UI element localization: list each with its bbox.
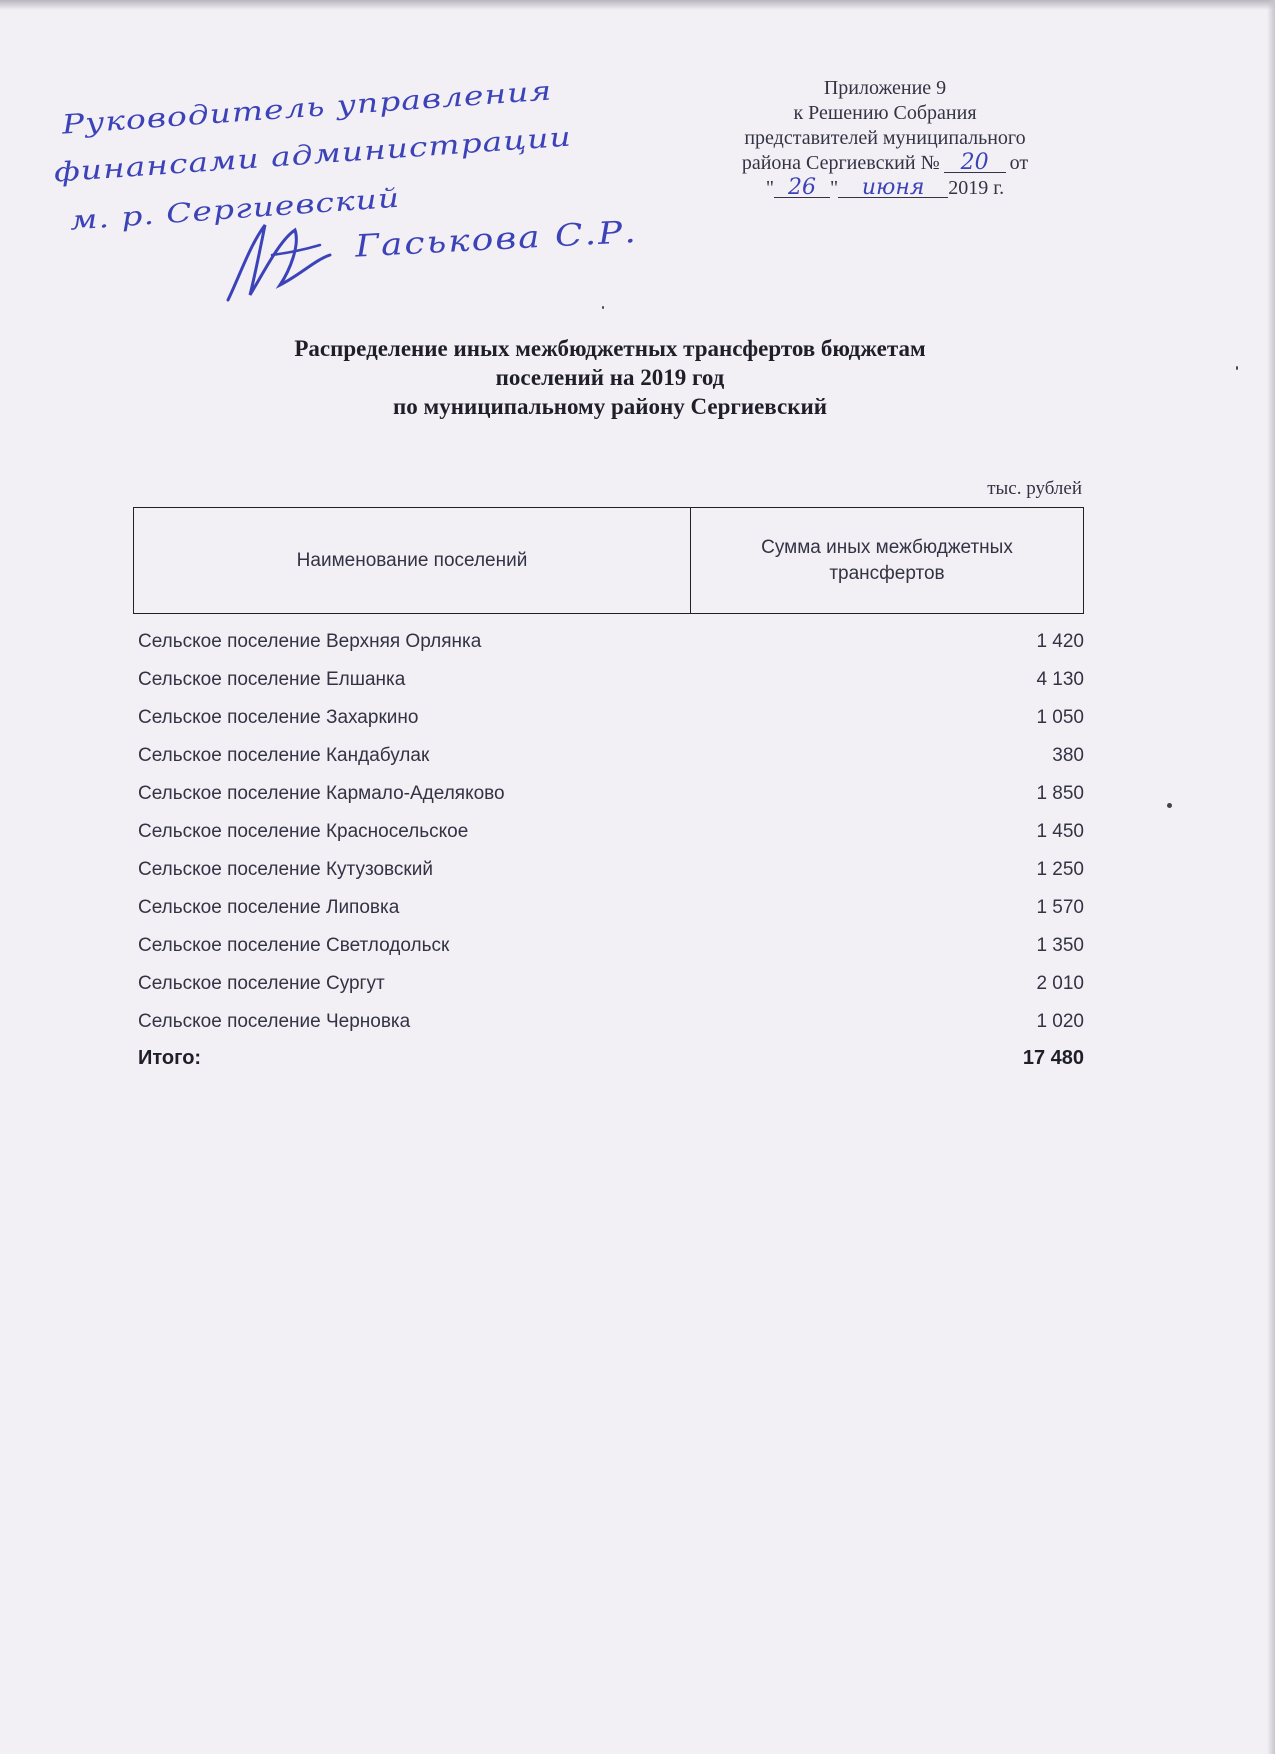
document-title xyxy=(150,334,1070,421)
settlement-name: Сельское поселение Кандабулак xyxy=(138,745,430,766)
table-row xyxy=(138,927,1084,965)
settlement-name: Сельское поселение Елшанка xyxy=(138,669,406,690)
settlement-value: 1 570 xyxy=(1036,897,1084,918)
total-label: Итого: xyxy=(138,1047,202,1069)
appendix-line: Приложение 9 xyxy=(823,77,947,99)
settlement-name: Сельское поселение Кутузовский xyxy=(138,859,433,880)
handwritten-line: финансами администрации xyxy=(52,120,573,189)
decision-month: июня xyxy=(838,179,948,198)
table-row xyxy=(138,623,1084,661)
table-row xyxy=(138,851,1084,889)
settlement-name: Сельское поселение Черновка xyxy=(138,1011,411,1032)
signature xyxy=(220,214,639,305)
quote-close: " xyxy=(830,177,839,199)
decision-day: 26 xyxy=(774,179,830,198)
settlement-name: Сельское поселение Красносельское xyxy=(138,821,469,842)
table-body xyxy=(138,623,1084,1041)
settlement-name: Сельское поселение Верхняя Орлянка xyxy=(138,631,482,652)
quote-open: " xyxy=(765,177,775,199)
table-row xyxy=(138,699,1084,737)
appendix-line-prefix: района Сергиевский № xyxy=(741,152,940,174)
title-line: по муниципальному району Сергиевский xyxy=(393,394,827,419)
signature-scribble-icon xyxy=(220,215,360,305)
settlement-name: Сельское поселение Светлодольск xyxy=(138,935,450,956)
title-line: Распределение иных межбюджетных трансфертов бюджетам xyxy=(294,336,926,361)
settlement-value: 4 130 xyxy=(1036,669,1084,690)
settlement-value: 1 020 xyxy=(1036,1011,1084,1032)
settlement-value: 2 010 xyxy=(1036,973,1084,994)
settlement-name: Сельское поселение Сургут xyxy=(138,973,385,994)
table-row xyxy=(138,813,1084,851)
scan-edge-right xyxy=(1267,0,1275,1754)
appendix-line-suffix: от xyxy=(1009,152,1029,174)
settlement-value: 1 450 xyxy=(1036,821,1084,842)
settlement-name: Сельское поселение Захаркино xyxy=(138,707,419,728)
settlement-value: 1 850 xyxy=(1036,783,1084,804)
total-row xyxy=(138,1047,1084,1070)
table-row xyxy=(138,889,1084,927)
table-row xyxy=(138,965,1084,1003)
settlement-value: 1 420 xyxy=(1036,631,1084,652)
scan-speck xyxy=(602,306,604,309)
appendix-decision-line xyxy=(690,151,1080,176)
settlement-value: 380 xyxy=(1052,745,1084,766)
appendix-date-line xyxy=(690,176,1080,201)
table-row xyxy=(138,737,1084,775)
settlement-value: 1 350 xyxy=(1036,935,1084,956)
settlement-value: 1 250 xyxy=(1036,859,1084,880)
title-line: поселений на 2019 год xyxy=(495,365,725,390)
appendix-block xyxy=(690,76,1080,201)
settlement-name: Сельское поселение Кармало-Аделяково xyxy=(138,783,505,804)
decision-year: 2019 г. xyxy=(948,177,1005,199)
scan-edge-top xyxy=(0,0,1275,10)
table-header xyxy=(133,507,1084,614)
settlement-value: 1 050 xyxy=(1036,707,1084,728)
handwritten-line: м. р. Сергиевский xyxy=(68,181,402,237)
handwritten-line: Руководитель управления xyxy=(60,74,554,141)
total-value: 17 480 xyxy=(1022,1047,1084,1069)
settlement-name: Сельское поселение Липовка xyxy=(138,897,400,918)
appendix-line: представителей муниципального xyxy=(744,127,1026,149)
table-row xyxy=(138,1003,1084,1041)
table-row xyxy=(138,775,1084,813)
scan-speck xyxy=(1167,803,1172,808)
unit-label: тыс. рублей xyxy=(987,478,1082,499)
handwritten-note xyxy=(40,74,639,305)
header-sum: Сумма иных межбюджетных трансфертов xyxy=(761,536,1013,584)
appendix-line: к Решению Собрания xyxy=(793,102,977,124)
signature-name: Гаськова С.Р. xyxy=(354,214,639,265)
header-name: Наименование поселений xyxy=(134,508,691,613)
scan-speck xyxy=(1236,366,1238,370)
decision-number: 20 xyxy=(944,154,1006,173)
table-row xyxy=(138,661,1084,699)
